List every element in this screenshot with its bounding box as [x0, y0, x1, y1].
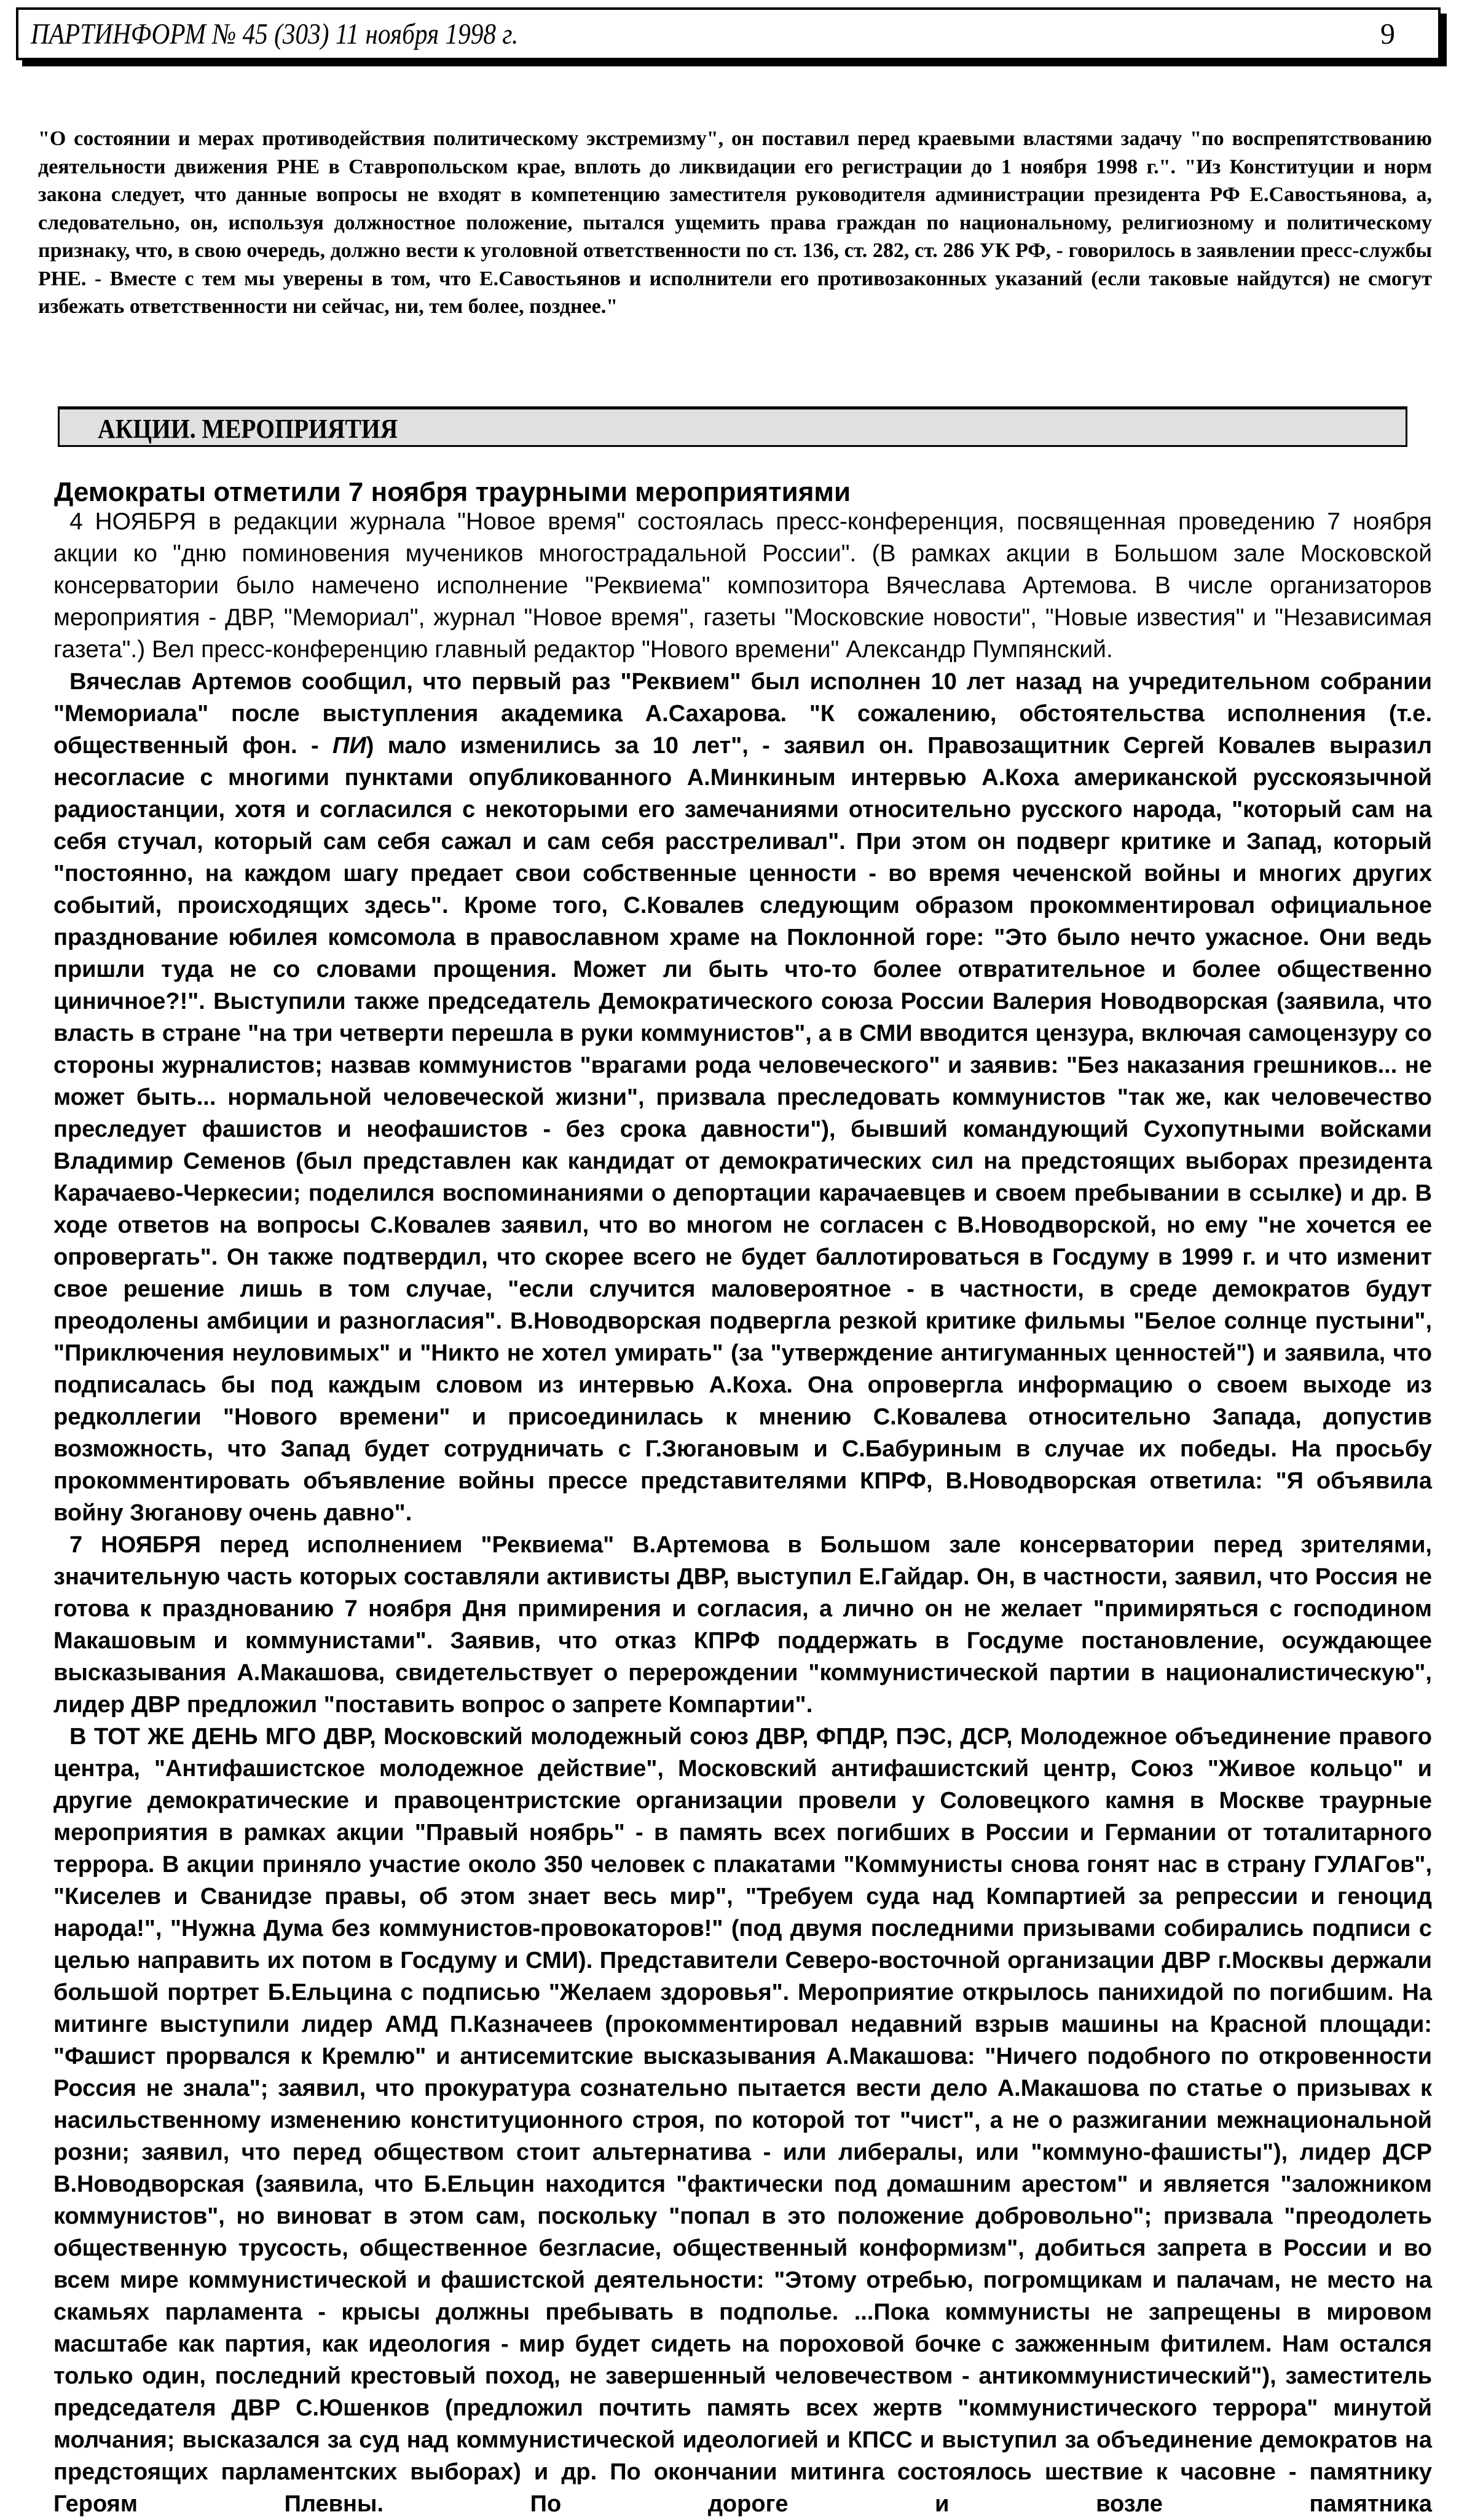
page-header: [16, 7, 1441, 60]
section-title: АКЦИИ. МЕРОПРИЯТИЯ: [98, 414, 398, 444]
article-body: [53, 506, 1432, 2520]
editor-note: ПИ: [332, 733, 366, 759]
article-paragraph: [53, 666, 1432, 1529]
article-paragraph: 4 НОЯБРЯ в редакции журнала "Новое время" состоялась пресс-конференция, посвященная проведению 7 ноября акции ко "дню поминовения мучеников многострадальной России". (В рамках акции в Большом зале Московской консерватории было намечено исполнение "Реквиема" композитора Вячеслава Артемова. В числе организаторов мероприятия - ДВР, "Мемориал", журнал "Новое время", газеты "Московские новости", "Новые известия" и "Независимая газета".) Вел пресс-конференцию главный редактор "Нового времени" Александр Пумпянский.: [53, 508, 1432, 663]
paragraph-text: ) мало изменились за 10 лет", - заявил он. Правозащитник Сергей Ковалев выразил несогласие с многими пунктами опубликованного А.Минкиным интервью А.Коха американской русскоязычной радиостанции, хотя и согласился с некоторыми его замечаниями относительно русского народа, "который сам на себя стучал, который сам себя сажал и сам себя расстреливал". При этом он подверг критике и Запад, который "постоянно, на каждом шагу предает свои собственные ценности - во время чеченской войны и многих других событий, происходящих здесь". Кроме того, С.Ковалев следующим образом прокомментировал официальное празднование юбилея комсомола в православном храме на Поклонной горе: "Это было нечто ужасное. Они ведь пришли туда не со словами прощения. Может ли быть что-то более отвратительное и более общественно циничное?!". Выступили также председатель Демократического союза России Валерия Новодворская (заявила, что власть в стране "на три четверти перешла в руки коммунистов", а в СМИ вводится цензура, включая самоцензуру со стороны журналистов; назвав коммунистов "врагами рода человеческого" и заявив: "Без наказания грешников... не может быть... нормальной человеческой жизни", призвала преследовать коммунистов "так же, как человечество преследует фашистов и неофашистов - без срока давности"), бывший командующий Сухопутными войсками Владимир Семенов (был представлен как кандидат от демократических сил на предстоящих выборах президента Карачаево-Черкесии; поделился воспоминаниями о депортации карачаевцев и своем пребывании в ссылке) и др. В ходе ответов на вопросы С.Ковалев заявил, что во многом не согласен с В.Новодворской, но ему "не хочется ее опровергать". Он также подтвердил, что скорее всего не будет баллотироваться в Госдуму в 1999 г. и что изменит свое решение лишь в том случае, "если случится маловероятное - в частности, в среде демократов будут преодолены амбиции и разногласия". В.Новодворская подвергла резкой критике фильмы "Белое солнце пустыни", "Приключения неуловимых" и "Никто не хотел умирать" (за "утверждение антигуманных ценностей") и заявила, что подписалась бы под каждым словом из интервью А.Коха. Она опровергла информацию о своем выходе из редколлегии "Нового времени" и присоединилась к мнению С.Ковалева относительно Запада, допустив возможность, что Запад будет сотрудничать с Г.Зюгановым и С.Бабуриным в случае их победы. На просьбу прокомментировать объявление войны прессе представителями КПРФ, В.Новодворская ответила: "Я объявила войну Зюганову очень давно".: [53, 733, 1432, 1526]
publication-title: ПАРТИНФОРМ № 45 (303) 11 ноября 1998 г.: [31, 18, 519, 50]
article-paragraph: В ТОТ ЖЕ ДЕНЬ МГО ДВР, Московский молодежный союз ДВР, ФПДР, ПЭС, ДСР, Молодежное объединение правого центра, "Антифашистское молодежное действие", Московский антифашистский центр, Союз "Живое кольцо" и другие демократические и правоцентристские организации провели у Соловецкого камня в Москве траурные мероприятия в рамках акции "Правый ноябрь" - в память всех погибших в России и Германии от тоталитарного террора. В акции приняло участие около 350 человек с плакатами "Коммунисты снова гонят нас в страну ГУЛАГов", "Киселев и Сванидзе правы, об этом знает весь мир", "Требуем суда над Компартией за репрессии и геноцид народа!", "Нужна Дума без коммунистов-провокаторов!" (под двумя последними призывами собирались подписи с целью направить их потом в Госдуму и СМИ). Представители Северо-восточной организации ДВР г.Москвы держали большой портрет Б.Ельцина с подписью "Желаем здоровья". Мероприятие открылось панихидой по погибшим. На митинге выступили лидер АМД П.Казначеев (прокомментировал недавний взрыв машины на Красной площади: "Фашист прорвался к Кремлю" и антисемитские высказывания А.Макашова: "Ничего подобного по откровенности Россия не знала"; заявил, что прокуратура сознательно пытается вести дело А.Макашова по статье о призывах к насильственному изменению конституционного строя, по которой тот "чист", а не о разжигании межнациональной розни; заявил, что перед обществом стоит альтернатива - или либералы, или "коммуно-фашисты"), лидер ДСР В.Новодворская (заявила, что Б.Ельцин находится "фактически под домашним арестом" и является "заложником коммунистов", но виноват в этом сам, поскольку "попал в это положение добровольно"; призвала "преодолеть общественную трусость, общественное безгласие, общественный конформизм", добиться запрета в России и во всем мире коммунистической и фашистской деятельности: "Этому отребью, погромщикам и палачам, не место на скамьях парламента - крысы должны пребывать в подполье. ...Пока коммунисты не запрещены в мировом масштабе как партия, как идеология - мир будет сидеть на пороховой бочке с зажженным фитилем. Нам остался только один, последний крестовый поход, не завершенный человечеством - антикоммунистический"), заместитель председателя ДВР С.Юшенков (предложил почтить память всех жертв "коммунистического террора" минутой молчания; высказался за суд над коммунистической идеологией и КПСС и выступил за объединение демократов на предстоящих парламентских выборах) и др. По окончании митинга состоялось шествие к часовне - памятнику Героям Плевны. По дороге и возле памятника: [53, 1724, 1432, 2517]
page-number: 9: [1380, 18, 1395, 50]
section-header: [58, 406, 1407, 447]
intro-paragraph: "О состоянии и мерах противодействия политическому экстремизму", он поставил перед краевыми властями задачу "по воспрепятствованию деятельности движения РНЕ в Ставропольском крае, вплоть до ликвидации его регистрации до 1 ноября 1998 г.". "Из Конституции и норм закона следует, что данные вопросы не входят в компетенцию заместителя руководителя администрации президента РФ Е.Савостьянова, а, следовательно, он, используя должностное положение, пытался ущемить права граждан по национальному, религиозному и политическому признаку, что, в свою очередь, должно вести к уголовной ответственности по ст. 136, ст. 282, ст. 286 УК РФ, - говорилось в заявлении пресс-службы РНЕ. - Вместе с тем мы уверены в том, что Е.Савостьянов и исполнители его противозаконных указаний (если таковые найдутся) не смогут избежать ответственности ни сейчас, ни, тем более, позднее.": [38, 127, 1432, 318]
paragraph-text: Вячеслав Артемов сообщил, что первый раз "Реквием" был исполнен 10 лет назад на учредительном собрании "Мемориала" после выступления академика А.Сахарова. "К сожалению, обстоятельства исполнения (т.е. общественный фон. -: [53, 669, 1432, 759]
article-paragraph: 7 НОЯБРЯ перед исполнением "Реквиема" В.Артемова в Большом зале консерватории перед зрителями, значительную часть которых составляли активисты ДВР, выступил Е.Гайдар. Он, в частности, заявил, что Россия не готова к празднованию 7 ноября Дня примирения и согласия, а лично он не желает "примиряться с господином Макашовым и коммунистами". Заявив, что отказ КПРФ поддержать в Госдуме постановление, осуждающее высказывания А.Макашова, свидетельствует о перерождении "коммунистической партии в националистическую", лидер ДВР предложил "поставить вопрос о запрете Компартии".: [53, 1532, 1432, 1718]
article-headline: Демократы отметили 7 ноября траурными мероприятиями: [54, 477, 851, 507]
